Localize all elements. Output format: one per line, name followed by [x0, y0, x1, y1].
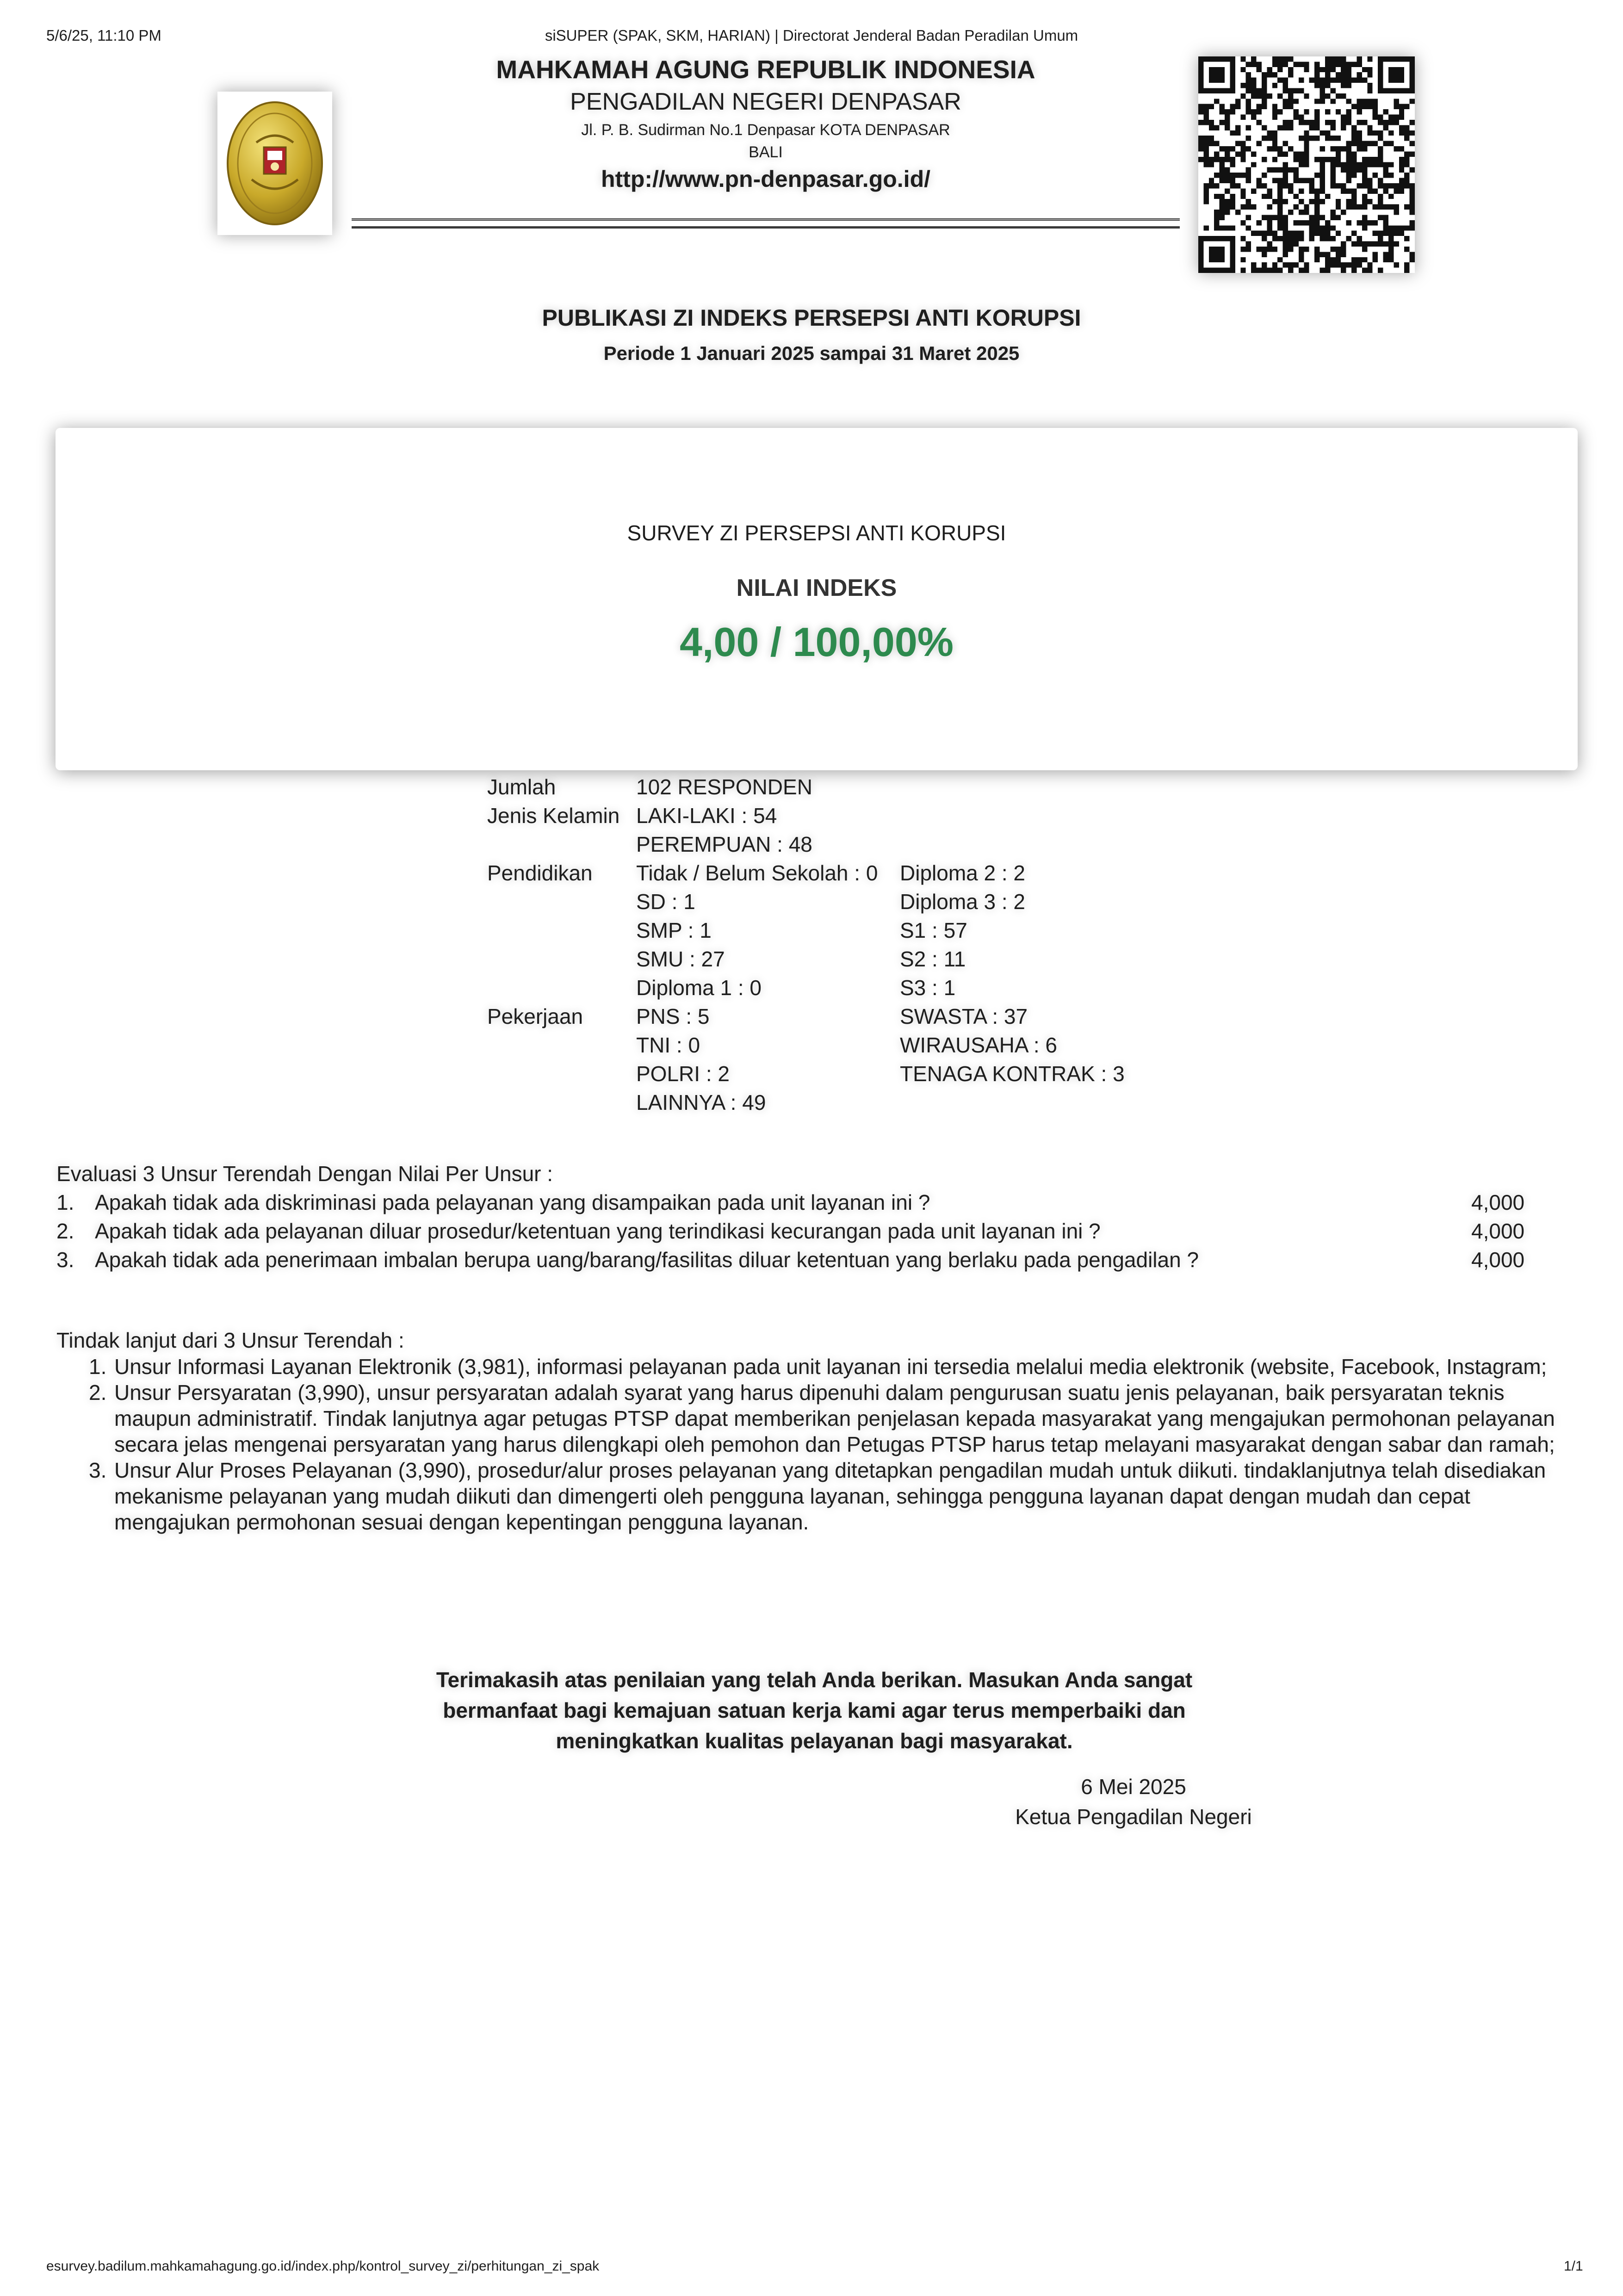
follow-up-text: Unsur Persyaratan (3,990), unsur persyaratan adalah syarat yang harus dipenuhi dalam pengurusan suatu jenis pelayanan, baik persyaratan teknis maupun administratif. Tindak lanjutnya agar petugas PTSP dapat memberikan penjelasan kepada masyarakat yang mengajukan permohonan pelayanan secara jelas mengenai persyaratan yang harus dilengkapi oleh pemohon dan Petugas PTSP harus tetap melayani masyarakat dengan sabar dan ramah;: [114, 1380, 1555, 1456]
job-item: POLRI : 2: [636, 1062, 730, 1086]
follow-up-list: [56, 1354, 1560, 1535]
job-item: WIRAUSAHA : 6: [900, 1033, 1057, 1057]
survey-label: SURVEY ZI PERSEPSI ANTI KORUPSI: [627, 521, 1006, 545]
follow-up-title: Tindak lanjut dari 3 Unsur Terendah :: [56, 1328, 404, 1352]
education-item: S3 : 1: [900, 976, 956, 1000]
evaluation-question: Apakah tidak ada penerimaan imbalan berupa uang/barang/fasilitas diluar ketentuan yang berlaku pada pengadilan ?: [95, 1248, 1199, 1272]
thanks-line: bermanfaat bagi kemajuan satuan kerja kami agar terus memperbaiki dan: [443, 1698, 1186, 1722]
education-item: S1 : 57: [900, 918, 967, 942]
print-source-url: esurvey.badilum.mahkamahagung.go.id/index.php/kontrol_survey_zi/perhitungan_zi_spak: [46, 2259, 600, 2274]
follow-up-number: 3.: [89, 1458, 107, 1482]
publication-title: PUBLIKASI ZI INDEKS PERSEPSI ANTI KORUPSI: [542, 305, 1081, 331]
index-heading: NILAI INDEKS: [736, 575, 897, 601]
publication-period: Periode 1 Januari 2025 sampai 31 Maret 2025: [603, 342, 1020, 364]
qr-code: [1198, 56, 1415, 273]
gender-male: LAKI-LAKI : 54: [636, 804, 777, 828]
evaluation-number: 1.: [56, 1190, 74, 1214]
gender-female: PEREMPUAN : 48: [636, 832, 812, 856]
education-item: Diploma 3 : 2: [900, 890, 1026, 914]
evaluation-number: 3.: [56, 1248, 74, 1272]
jumlah-value: 102 RESPONDEN: [636, 775, 812, 799]
evaluation-title: Evaluasi 3 Unsur Terendah Dengan Nilai Per Unsur :: [56, 1162, 553, 1186]
follow-up-number: 2.: [89, 1380, 107, 1405]
print-datetime: 5/6/25, 11:10 PM: [46, 27, 161, 44]
follow-up-text: Unsur Informasi Layanan Elektronik (3,981), informasi pelayanan pada unit layanan ini tersedia melalui media elektronik (website, Facebook, Instagram;: [114, 1355, 1547, 1379]
education-label: Pendidikan: [487, 861, 593, 885]
job-item: TNI : 0: [636, 1033, 700, 1057]
jumlah-label: Jumlah: [487, 775, 556, 799]
job-item: PNS : 5: [636, 1004, 710, 1028]
qr-code-icon: [1198, 56, 1415, 273]
mahkamah-agung-emblem-icon: [217, 92, 332, 235]
education-item: SD : 1: [636, 890, 695, 914]
education-item: Tidak / Belum Sekolah : 0: [636, 861, 878, 885]
job-item: LAINNYA : 49: [636, 1090, 766, 1114]
follow-up-item: [56, 1354, 1560, 1380]
job-item: SWASTA : 37: [900, 1004, 1028, 1028]
letterhead-divider: [352, 218, 1180, 229]
education-item: SMP : 1: [636, 918, 712, 942]
letterhead-court: PENGADILAN NEGERI DENPASAR: [570, 88, 961, 115]
job-label: Pekerjaan: [487, 1004, 583, 1028]
letterhead-address: Jl. P. B. Sudirman No.1 Denpasar KOTA DENPASAR: [581, 121, 950, 139]
job-item: TENAGA KONTRAK : 3: [900, 1062, 1125, 1086]
letterhead-institution: MAHKAMAH AGUNG REPUBLIK INDONESIA: [496, 55, 1035, 84]
print-page-title: siSUPER (SPAK, SKM, HARIAN) | Directorat Jenderal Badan Peradilan Umum: [545, 27, 1078, 44]
follow-up-item: [56, 1380, 1560, 1457]
court-logo: [217, 92, 332, 235]
qr-modules: [1198, 56, 1415, 273]
letterhead-website: http://www.pn-denpasar.go.id/: [601, 166, 930, 192]
follow-up-text: Unsur Alur Proses Pelayanan (3,990), prosedur/alur proses pelayanan yang ditetapkan pengadilan mudah untuk diikuti. tindaklanjutnya telah disediakan mekanisme pelayanan yang mudah diikuti dan dimengerti oleh pengguna layanan, sehingga pengguna layanan dapat dengan mudah dan cepat mengajukan permohonan sesuai dengan kepentingan pengguna layanan.: [114, 1458, 1546, 1534]
gender-label: Jenis Kelamin: [487, 804, 620, 828]
evaluation-score: 4,000: [1471, 1248, 1525, 1272]
follow-up-number: 1.: [89, 1355, 107, 1379]
signature-role: Ketua Pengadilan Negeri: [1015, 1805, 1252, 1829]
thanks-line: meningkatkan kualitas pelayanan bagi masyarakat.: [556, 1729, 1073, 1753]
print-page-number: 1/1: [1564, 2259, 1583, 2274]
education-item: Diploma 2 : 2: [900, 861, 1026, 885]
letterhead-province: BALI: [749, 143, 783, 161]
evaluation-score: 4,000: [1471, 1190, 1525, 1214]
signature-date: 6 Mei 2025: [1081, 1775, 1186, 1799]
index-card: [56, 428, 1578, 770]
evaluation-score: 4,000: [1471, 1219, 1525, 1243]
thanks-message: [352, 1665, 1277, 1756]
index-value: 4,00 / 100,00%: [679, 619, 954, 665]
thanks-line: Terimakasih atas penilaian yang telah Anda berikan. Masukan Anda sangat: [436, 1668, 1193, 1692]
education-item: Diploma 1 : 0: [636, 976, 762, 1000]
follow-up-item: [56, 1457, 1560, 1535]
evaluation-question: Apakah tidak ada diskriminasi pada pelayanan yang disampaikan pada unit layanan ini ?: [95, 1190, 930, 1214]
education-item: SMU : 27: [636, 947, 725, 971]
evaluation-question: Apakah tidak ada pelayanan diluar prosedur/ketentuan yang terindikasi kecurangan pada unit layanan ini ?: [95, 1219, 1101, 1243]
evaluation-number: 2.: [56, 1219, 74, 1243]
education-item: S2 : 11: [900, 947, 966, 971]
